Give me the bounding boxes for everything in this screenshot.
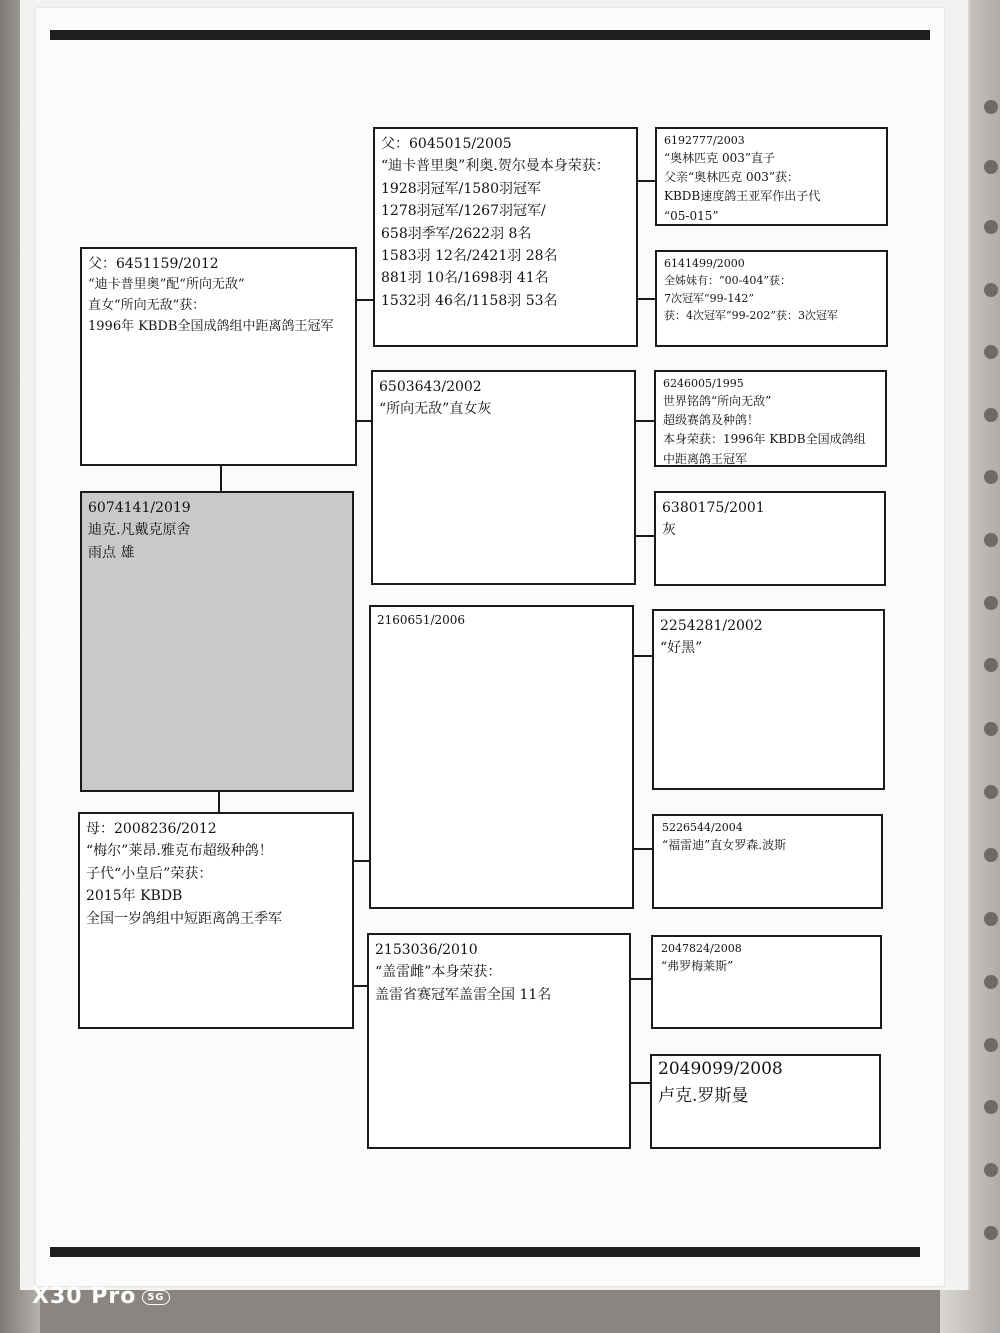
note-line: “梅尔”莱昂.雅克布超级种鸽！ — [86, 843, 273, 860]
sdd-ring-number: 6380175/2001 — [662, 500, 765, 516]
connector-dd-dds — [630, 978, 652, 980]
note-line: 全国一岁鸽组中短距离鸽王季军 — [86, 910, 282, 927]
binder-hole — [984, 408, 998, 422]
subject-box — [80, 491, 354, 792]
ss-box — [373, 127, 638, 347]
note-line: 1278羽冠军/1267羽冠军/ — [381, 203, 546, 220]
sss-box — [655, 127, 888, 226]
sd-notes — [379, 398, 628, 420]
binder-hole — [984, 100, 998, 114]
binder-hole — [984, 658, 998, 672]
ddd-notes — [658, 1083, 873, 1110]
binder-hole — [984, 1100, 998, 1114]
binder-hole — [984, 1163, 998, 1177]
note-line: 2015年 KBDB — [86, 888, 183, 905]
binder-hole — [984, 470, 998, 484]
ssd-box — [655, 250, 888, 347]
ss-notes — [381, 155, 630, 312]
note-line: “所向无敌”直女灰 — [379, 401, 492, 418]
dsd-ring-number: 5226544/2004 — [662, 821, 743, 834]
note-line: KBDB速度鸽王亚军作出子代 — [664, 189, 821, 204]
subject-ring-number: 6074141/2019 — [88, 500, 191, 516]
sss-ring-number: 6192777/2003 — [664, 134, 745, 147]
note-line: “迪卡普里奥”利奥.贺尔曼本身荣获： — [381, 158, 610, 175]
connector-ds-dsd — [633, 848, 653, 850]
dds-box — [651, 935, 882, 1029]
connector-sd-sds — [635, 420, 655, 422]
note-line: 获：4次冠军“99-202”获：3次冠军 — [664, 309, 838, 323]
ds-ring-number: 2160651/2006 — [377, 613, 466, 627]
sss-notes — [664, 149, 879, 226]
note-line: “盖雷雌”本身荣获： — [375, 964, 502, 981]
ssd-notes — [664, 272, 879, 325]
note-line: 中距离鸽王冠军 — [663, 451, 748, 466]
note-line: 迪克.凡戴克原舍 — [88, 522, 191, 539]
binder-hole — [984, 912, 998, 926]
ss-ring-number: 父：6045015/2005 — [381, 136, 512, 152]
binder-hole — [984, 220, 998, 234]
connector-ss-sss — [637, 180, 657, 182]
note-line: 全姊妹有：“00-404”获： — [664, 274, 791, 288]
bottom-rule — [50, 1247, 920, 1257]
note-line: 子代“小皇后”荣获： — [86, 865, 213, 882]
note-line: 1583羽 12名/2421羽 28名 — [381, 247, 558, 264]
connector-ss-ssd — [637, 298, 657, 300]
dd-ring-number: 2153036/2010 — [375, 942, 478, 958]
connector-sd-sdd — [635, 535, 655, 537]
binder-hole — [984, 160, 998, 174]
connector-sire-ss — [355, 299, 373, 301]
connector-subject-dam — [218, 790, 220, 814]
binder-hole — [984, 533, 998, 547]
note-line: 1928羽冠军/1580羽冠军 — [381, 180, 541, 197]
note-line: 7次冠军“99-142” — [664, 291, 754, 305]
dsd-notes — [662, 836, 873, 855]
note-line: 雨点 雄 — [88, 544, 135, 561]
top-rule — [50, 30, 930, 40]
note-line: 超级赛鸽及种鸽！ — [663, 413, 760, 428]
camera-watermark — [32, 1284, 170, 1309]
note-line: 881羽 10名/1698羽 41名 — [381, 270, 549, 287]
watermark-brand: X30 Pro — [32, 1284, 137, 1309]
note-line: 世界铭鸽“所向无敌” — [663, 394, 772, 409]
note-line: 本身荣获：1996年 KBDB全国成鸽组 — [663, 432, 866, 447]
note-line: 1996年 KBDB全国成鸽组中距离鸽王冠军 — [88, 318, 334, 334]
sire-ring-number: 父：6451159/2012 — [88, 256, 219, 272]
dsd-box — [652, 814, 883, 909]
ds-box — [369, 605, 634, 909]
binder-hole — [984, 345, 998, 359]
sire-notes — [88, 275, 349, 337]
dss-ring-number: 2254281/2002 — [660, 618, 763, 634]
dd-box — [367, 933, 631, 1149]
connector-dam-ds — [352, 860, 370, 862]
note-line: 直女“所向无敌”获： — [88, 298, 206, 314]
note-line: 灰 — [662, 522, 676, 539]
sds-notes — [663, 392, 878, 467]
binder-hole — [984, 785, 998, 799]
note-line: 父亲“奥林匹克 003”获： — [664, 170, 799, 185]
dss-notes — [660, 637, 877, 659]
note-line: “弗罗梅莱斯” — [661, 959, 734, 974]
dss-box — [652, 609, 885, 790]
connector-sire-subject — [220, 465, 222, 492]
sds-box — [654, 370, 887, 467]
binder-hole — [984, 848, 998, 862]
ssd-ring-number: 6141499/2000 — [664, 257, 745, 270]
dd-notes — [375, 961, 623, 1006]
dds-ring-number: 2047824/2008 — [661, 942, 742, 955]
sds-ring-number: 6246005/1995 — [663, 377, 744, 390]
binder-hole — [984, 1226, 998, 1240]
sd-ring-number: 6503643/2002 — [379, 379, 482, 395]
note-line: “05-015” — [664, 208, 719, 223]
ddd-box — [650, 1054, 881, 1149]
sdd-notes — [662, 519, 878, 541]
ddd-ring-number: 2049099/2008 — [658, 1059, 783, 1079]
note-line: 盖雷省赛冠军盖雷全国 11名 — [375, 986, 552, 1003]
note-line: 1532羽 46名/1158羽 53名 — [381, 292, 558, 309]
binder-hole — [984, 1038, 998, 1052]
dam-ring-number: 母：2008236/2012 — [86, 821, 217, 837]
connector-dd-ddd — [630, 1082, 652, 1084]
note-line: “福雷迪”直女罗森.波斯 — [662, 838, 787, 853]
binder-hole — [984, 596, 998, 610]
sire-box — [80, 247, 357, 466]
sdd-box — [654, 491, 886, 586]
connector-ds-dss — [633, 655, 653, 657]
binder-hole — [984, 975, 998, 989]
dam-box — [78, 812, 354, 1029]
dam-notes — [86, 840, 346, 930]
note-line: “好黑” — [660, 640, 703, 657]
note-line: “奥林匹克 003”直子 — [664, 151, 775, 166]
subject-notes — [88, 519, 346, 564]
note-line: 658羽季军/2622羽 8名 — [381, 225, 532, 242]
binder-hole — [984, 283, 998, 297]
note-line: “迪卡普里奥”配“所向无敌” — [88, 277, 245, 293]
note-line: 卢克.罗斯曼 — [658, 1085, 749, 1106]
watermark-5g-badge: 5G — [142, 1290, 169, 1305]
binder-hole — [984, 722, 998, 736]
sd-box — [371, 370, 636, 585]
dds-notes — [661, 957, 872, 976]
